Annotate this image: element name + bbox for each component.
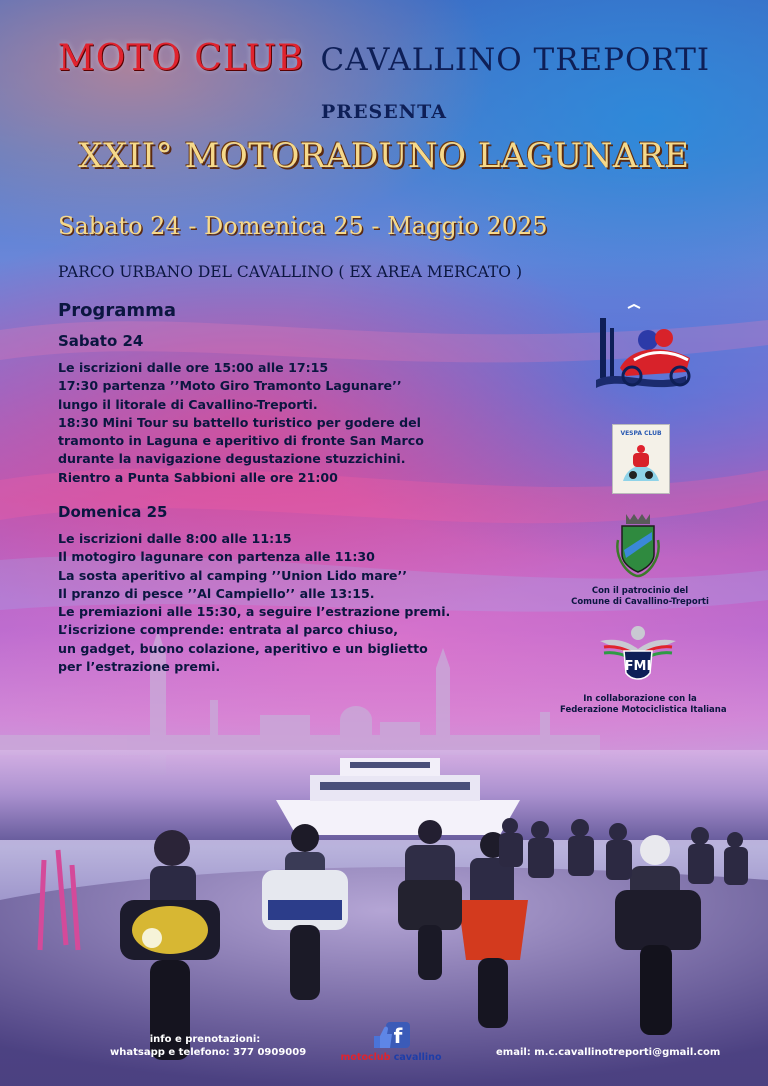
schedule-line: Il pranzo di pesce ’’Al Campiello’’ alle 13:15. [58,585,375,601]
moto-club-logo [590,298,700,398]
event-dates: Sabato 24 - Domenica 25 - Maggio 2025 [58,212,548,240]
schedule-line: Le iscrizioni dalle 8:00 alle 11:15 [58,531,292,546]
day-title-saturday: Sabato 24 [58,332,144,350]
contact-info [110,1033,307,1059]
schedule-line: Rientro a Punta Sabbioni alle ore 21:00 [58,469,338,485]
program-heading: Programma [58,300,177,321]
presents-label: PRESENTA [321,101,447,123]
schedule-line: 17:30 partenza ’’Moto Giro Tramonto Lagunare’’ [58,378,402,394]
facebook-badge[interactable] [336,1022,446,1063]
event-title: XXII° MOTORADUNO LAGUNARE [78,136,690,176]
facebook-label-a: motoclub [340,1052,391,1063]
comune-caption-line-2: Comune di Cavallino-Treporti [571,597,709,607]
email-address[interactable]: email: m.c.cavallinotreporti@gmail.com [496,1047,721,1058]
svg-text:f: f [393,1024,403,1048]
fmi-caption-line-1: In collaborazione con la [583,694,697,704]
schedule-line: Le iscrizioni dalle ore 15:00 alle 17:15 [58,360,329,375]
schedule-line: durante la navigazione degustazione stuzzichini. [58,451,406,467]
fmi-caption [560,694,727,716]
vespa-logo-text: VESPA CLUB [620,430,662,437]
contact-info-line-2: whatsapp e telefono: 377 0909009 [110,1047,307,1058]
schedule-line: per l’estrazione premi. [58,659,221,675]
club-location: CAVALLINO TREPORTI [320,42,711,78]
schedule-line: 18:30 Mini Tour su battello turistico per godere del [58,414,421,430]
facebook-label [336,1052,446,1063]
contact-info-line-1: info e prenotazioni: [149,1034,261,1045]
facebook-label-b: cavallino [393,1052,442,1063]
schedule-line: La sosta aperitivo al camping ’’Union Lido mare’’ [58,567,408,583]
comune-caption-line-1: Con il patrocinio del [591,586,689,596]
schedule-line: Il motogiro lagunare con partenza alle 11:30 [58,549,375,565]
sunday-schedule [58,530,450,676]
vespa-scooter-icon [613,437,669,487]
comune-coat-of-arms-icon [612,510,664,580]
vespa-club-logo [612,424,670,494]
comune-caption [560,586,720,608]
fmi-logo [598,623,678,685]
fmi-logo-text: FMI [624,659,652,674]
schedule-line: tramonto in Laguna e aperitivo di fronte San Marco [58,433,424,449]
event-venue: PARCO URBANO DEL CAVALLINO ( EX AREA MERCATO ) [58,263,522,281]
schedule-line: Le premiazioni alle 15:30, a seguire l’estrazione premi. [58,604,451,620]
day-title-sunday: Domenica 25 [58,503,168,521]
fmi-caption-line-2: Federazione Motociclistica Italiana [560,705,727,715]
facebook-like-icon [372,1022,410,1050]
schedule-line: un gadget, buono colazione, aperitivo e un biglietto [58,640,428,656]
club-name: MOTO CLUB [57,38,305,79]
header-title-row [0,38,768,79]
schedule-line: lungo il litorale di Cavallino-Treporti. [58,396,318,412]
schedule-line: L’iscrizione comprende: entrata al parco chiuso, [58,622,399,638]
saturday-schedule [58,359,424,487]
